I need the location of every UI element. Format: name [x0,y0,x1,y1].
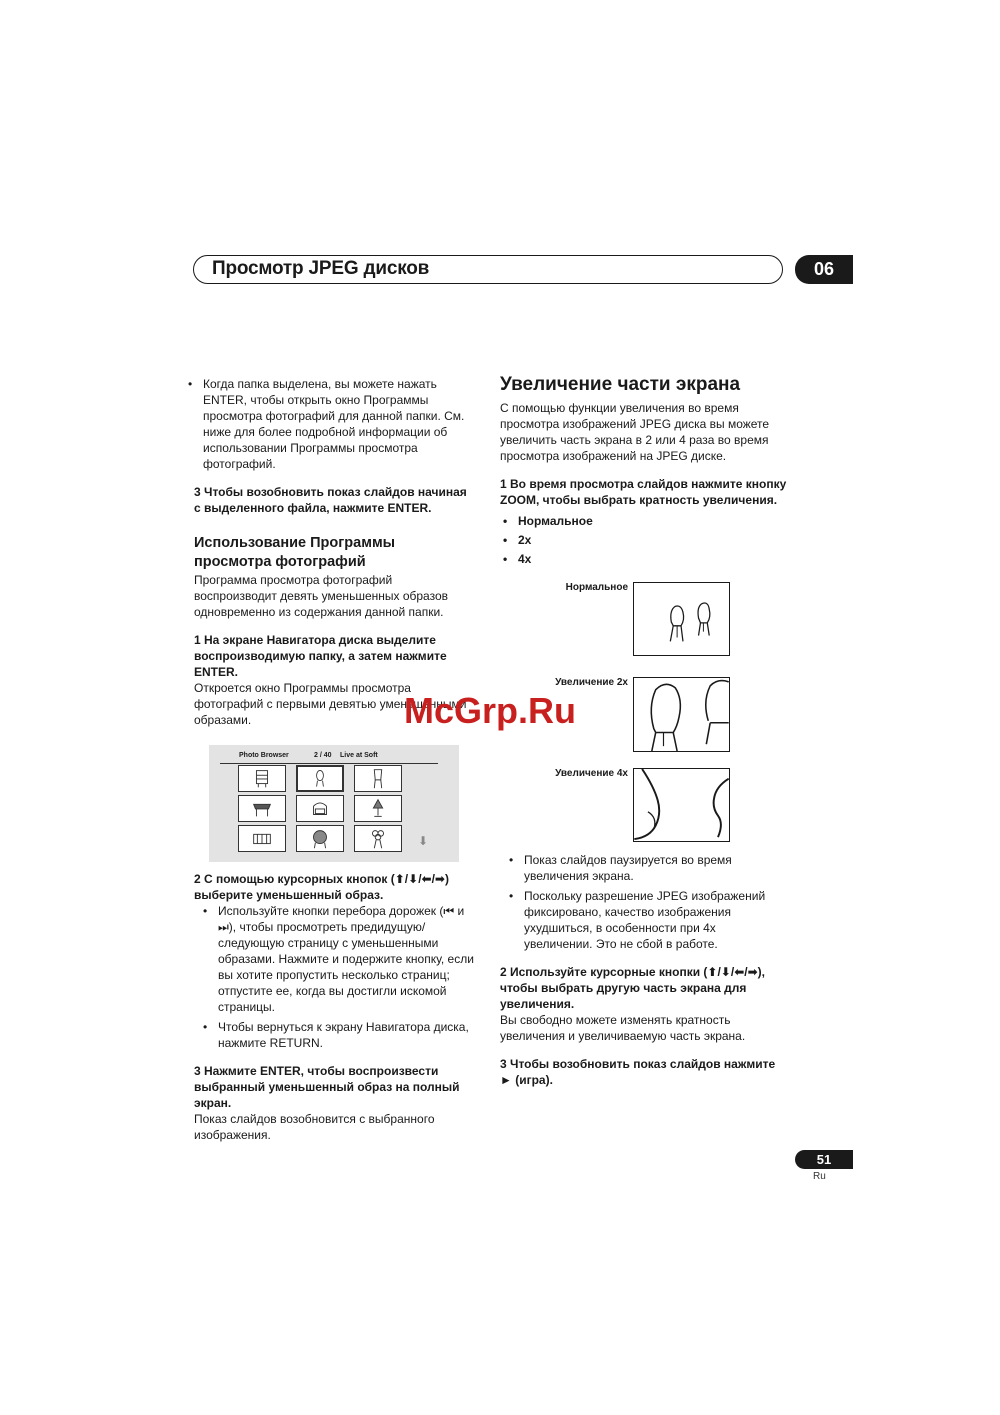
armchair-icon [297,796,343,821]
watermark: McGrp.Ru [404,690,577,731]
step-3-resume: 3 Чтобы возобновить показ слайдов начиная с выделенного файла, нажмите ENTER. [194,485,467,515]
photo-browser-title: Photo Browser [239,752,289,759]
flower-chair-icon [355,826,401,851]
thumbnail-6[interactable] [354,795,402,822]
thumbnail-1[interactable] [238,765,286,792]
option-4x: • 4x [494,550,790,569]
step-1-text: Откроется окно Программы просмотра фотографий с первыми девятью уменьшенными образами. [194,681,467,727]
option-2x: • 2x [494,531,790,550]
step-3-resume-slideshow: 3 Чтобы возобновить показ слайдов нажмите ► (игра). [500,1057,776,1087]
photo-browser-divider [220,763,438,764]
left-column [194,376,474,728]
zoom-intro: С помощью функции увеличения во время просмотра изображений JPEG диска вы можете увеличить часть экрана в 2 или 4 раза во время просмотра изображений на JPEG диске. [500,401,770,463]
right-column [500,374,790,569]
figure-normal [633,582,730,656]
step-2-select-thumbnail: 2 С помощью курсорных кнопок (⬆/⬇/⬅/➡) выберите уменьшенный образ. [194,872,449,902]
step-2-pan: 2 Используйте курсорные кнопки (⬆/⬇/⬅/➡), чтобы выбрать другую часть экрана для увеличения. [500,965,765,1011]
step-3-fullscreen-text: Показ слайдов возобновится с выбранного изображения. [194,1112,435,1142]
photo-browser-album: Live at Soft [340,752,378,759]
figure-normal-label: Нормальное [565,582,628,593]
page-number: 51 [795,1150,853,1169]
right-column-lower [500,852,780,1088]
left-column-lower [194,871,476,1143]
figure-2x-label: Увеличение 2x [555,677,628,688]
chair-4x-illustration [634,769,729,841]
option-normal: • Нормальное [494,512,790,531]
thumbnail-7[interactable] [238,825,286,852]
thumbnail-9[interactable] [354,825,402,852]
figure-4x [633,768,730,842]
step-3-fullscreen: 3 Нажмите ENTER, чтобы воспроизвести выбранный уменьшенный образ на полный экран. [194,1064,460,1110]
round-chair-icon [297,826,343,851]
thumbnail-4[interactable] [238,795,286,822]
return-bullet: • Чтобы вернуться к экрану Навигатора диска, нажмите RETURN. [194,1019,476,1051]
photo-browser-heading: Использование Программы просмотра фотографий [194,535,396,570]
lamp-icon [355,796,401,821]
two-chairs-illustration [634,583,729,655]
photo-browser-intro: Программа просмотра фотографий воспроизводит девять уменьшенных образов одновременно из содержания данной папки. [194,573,449,619]
figure-4x-label: Увеличение 4x [555,768,628,779]
step-2-pan-text: Вы свободно можете изменять кратность увеличения и увеличиваемую часть экрана. [500,1013,746,1043]
step-1-select-folder: 1 На экране Навигатора диска выделите воспроизводимую папку, а затем нажмите ENTER. [194,633,447,679]
photo-browser-page: 2 / 40 [314,752,332,759]
figure-2x [633,677,730,752]
tall-chair-icon [355,766,401,791]
thumbnail-8[interactable] [296,825,344,852]
thumbnail-3[interactable] [354,765,402,792]
chairs-2x-illustration [634,678,729,751]
chair-icon [298,767,342,790]
cabinet-icon [239,766,285,791]
zoom-quality-bullet: • Поскольку разрешение JPEG изображений фиксировано, качество изображения ухудшиться, в особенности при 4x увеличении. Это не сбой в работе. [500,888,780,952]
thumbnail-5[interactable] [296,795,344,822]
sofa-icon [239,826,285,851]
skip-buttons-bullet: • Используйте кнопки перебора дорожек (⏮ и ⏭), чтобы просмотреть предидущую/следующую страницу с уменьшенными образами. Нажмите и подержите кнопку, если вы хотите пропустить несколько страниц; отпустите ее, когда вы достигли искомой страницы. [194,903,476,1015]
thumbnail-2-selected[interactable] [296,765,344,792]
zoom-pause-bullet: • Показ слайдов паузируется во время увеличения экрана. [500,852,780,884]
table-icon [239,796,285,821]
folder-enter-bullet: • Когда папка выделена, вы можете нажать ENTER, чтобы открыть окно Программы просмотра фотографий для данной папки. См. ниже для более подробной информации об использовании Программы просмотра фотографий. [179,376,474,472]
next-page-arrow-icon[interactable]: ⬇ [418,834,429,848]
page-title: Просмотр JPEG дисков [212,258,430,279]
step-1-zoom: 1 Во время просмотра слайдов нажмите кнопку ZOOM, чтобы выбрать кратность увеличения. [500,477,787,507]
page-language: Ru [813,1171,826,1182]
zoom-heading: Увеличение части экрана [500,374,741,395]
chapter-badge: 06 [795,255,853,284]
